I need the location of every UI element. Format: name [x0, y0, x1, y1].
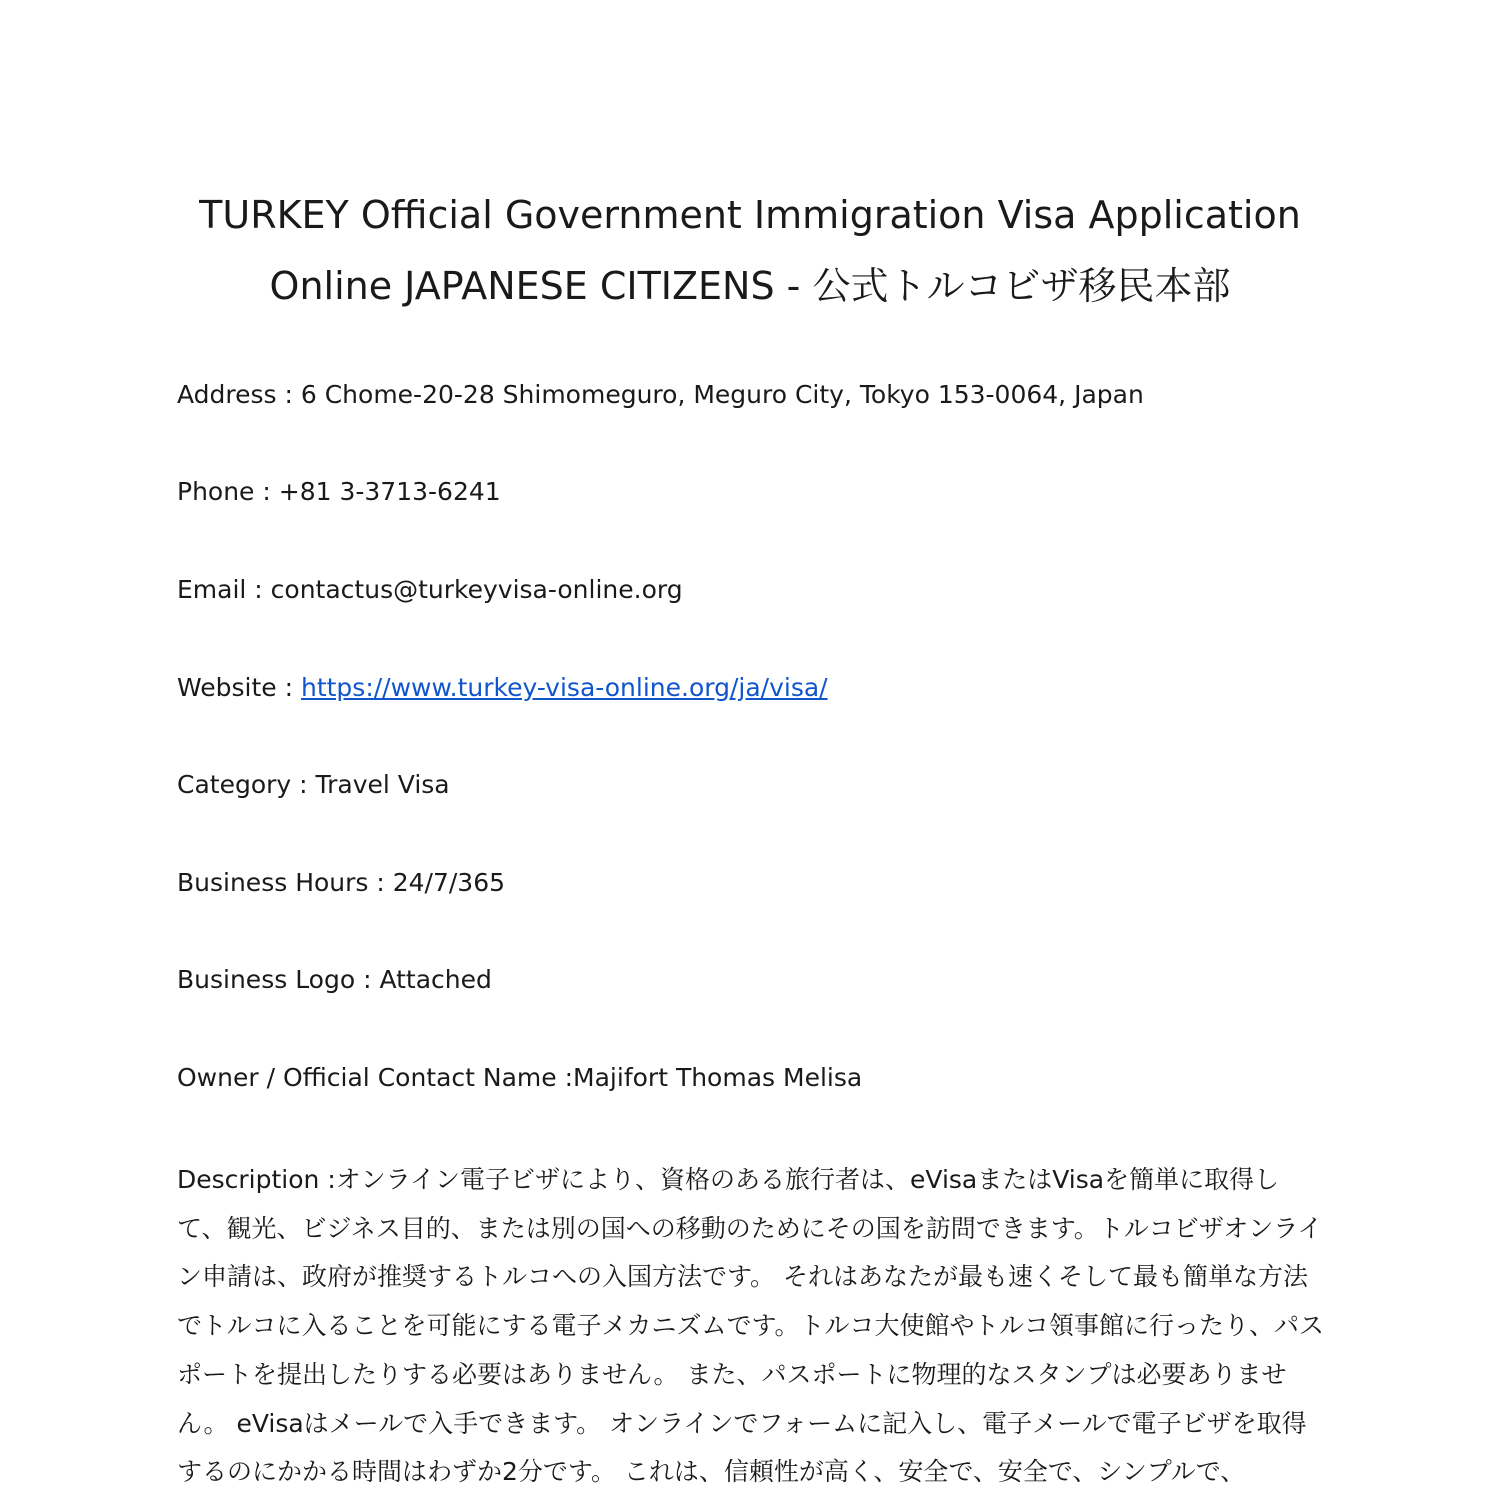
owner-contact-field: Owner / Official Contact Name :Majifort Thomas Melisa [177, 1063, 863, 1092]
document-title [150, 180, 1350, 322]
email-field: Email : contactus@turkeyvisa-online.org [177, 575, 683, 604]
title-line-1: TURKEY Official Government Immigration Visa Application [199, 193, 1301, 237]
business-hours-field: Business Hours : 24/7/365 [177, 868, 506, 897]
title-line-2: Online JAPANESE CITIZENS - 公式トルコビザ移民本部 [269, 264, 1231, 308]
address-field: Address : 6 Chome-20-28 Shimomeguro, Meguro City, Tokyo 153-0064, Japan [177, 380, 1144, 409]
website-label: Website : [177, 673, 301, 702]
website-link[interactable]: https://www.turkey-visa-online.org/ja/visa/ [300, 673, 828, 702]
category-field: Category : Travel Visa [177, 770, 450, 799]
business-logo-field: Business Logo : Attached [177, 965, 492, 994]
website-field [177, 671, 828, 705]
phone-field: Phone : +81 3-3713-6241 [177, 477, 501, 506]
description-paragraph: Description :オンライン電子ビザにより、資格のある旅行者は、eVisaまたはVisaを簡単に取得して、観光、ビジネス目的、または別の国への移動のためにその国を訪問できます。トルコビザオンライン申請は、政府が推奨するトルコへの入国方法です。 それはあなたが最も速くそして最も簡単な方法でトルコに入ることを可能にする電子メカニズムです。トルコ大使館やトルコ領事館に行ったり、パスポートを提出したりする必要はありません。 また、パスポートに物理的なスタンプは必要ありません。 eVisaはメールで入手できます。 オンラインでフォームに記入し、電子メールで電子ビザを取得するのにかかる時間はわずか2分です。 これは、信頼性が高く、安全で、安全で、シンプルで、 [177, 1165, 1325, 1487]
